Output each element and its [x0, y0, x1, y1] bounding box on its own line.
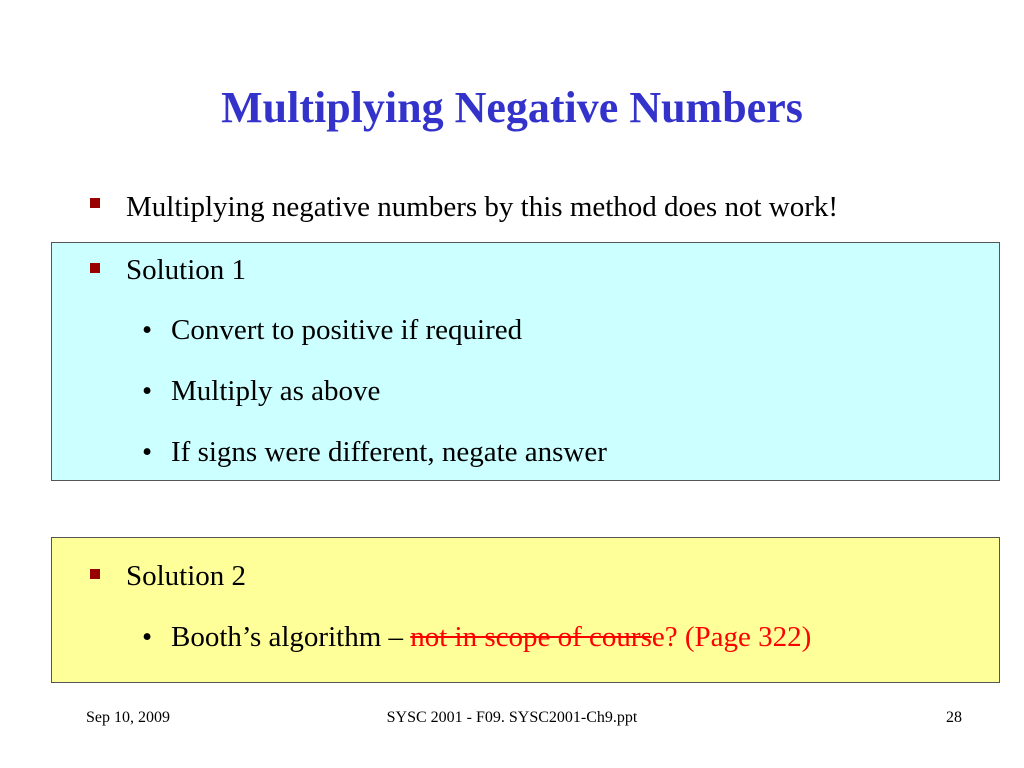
square-bullet-icon — [90, 263, 100, 273]
footer-course: SYSC 2001 - F09. SYSC2001-Ch9.ppt — [386, 709, 638, 726]
slide-title: Multiplying Negative Numbers — [221, 83, 803, 132]
solution2-item-prefix: Booth’s algorithm – — [171, 621, 411, 653]
solution2-item-suffix: e? (Page 322) — [651, 621, 812, 653]
solution2-item-strikethrough: not in scope of cours — [410, 621, 652, 653]
round-bullet-icon: • — [142, 621, 153, 653]
solution1-item: If signs were different, negate answer — [171, 436, 607, 468]
solution2-heading: Solution 2 — [126, 560, 247, 592]
round-bullet-icon: • — [142, 314, 153, 346]
footer-date: Sep 10, 2009 — [86, 709, 170, 726]
square-bullet-icon — [90, 198, 100, 208]
square-bullet-icon — [90, 569, 100, 579]
solution1-item: Convert to positive if required — [171, 314, 523, 346]
round-bullet-icon: • — [142, 436, 153, 468]
solution1-item: Multiply as above — [171, 375, 381, 407]
round-bullet-icon: • — [142, 375, 153, 407]
footer-page-number: 28 — [946, 709, 962, 726]
solution2-item — [171, 619, 811, 655]
solution1-heading: Solution 1 — [126, 254, 247, 286]
intro-bullet-text: Multiplying negative numbers by this method does not work! — [126, 191, 839, 223]
